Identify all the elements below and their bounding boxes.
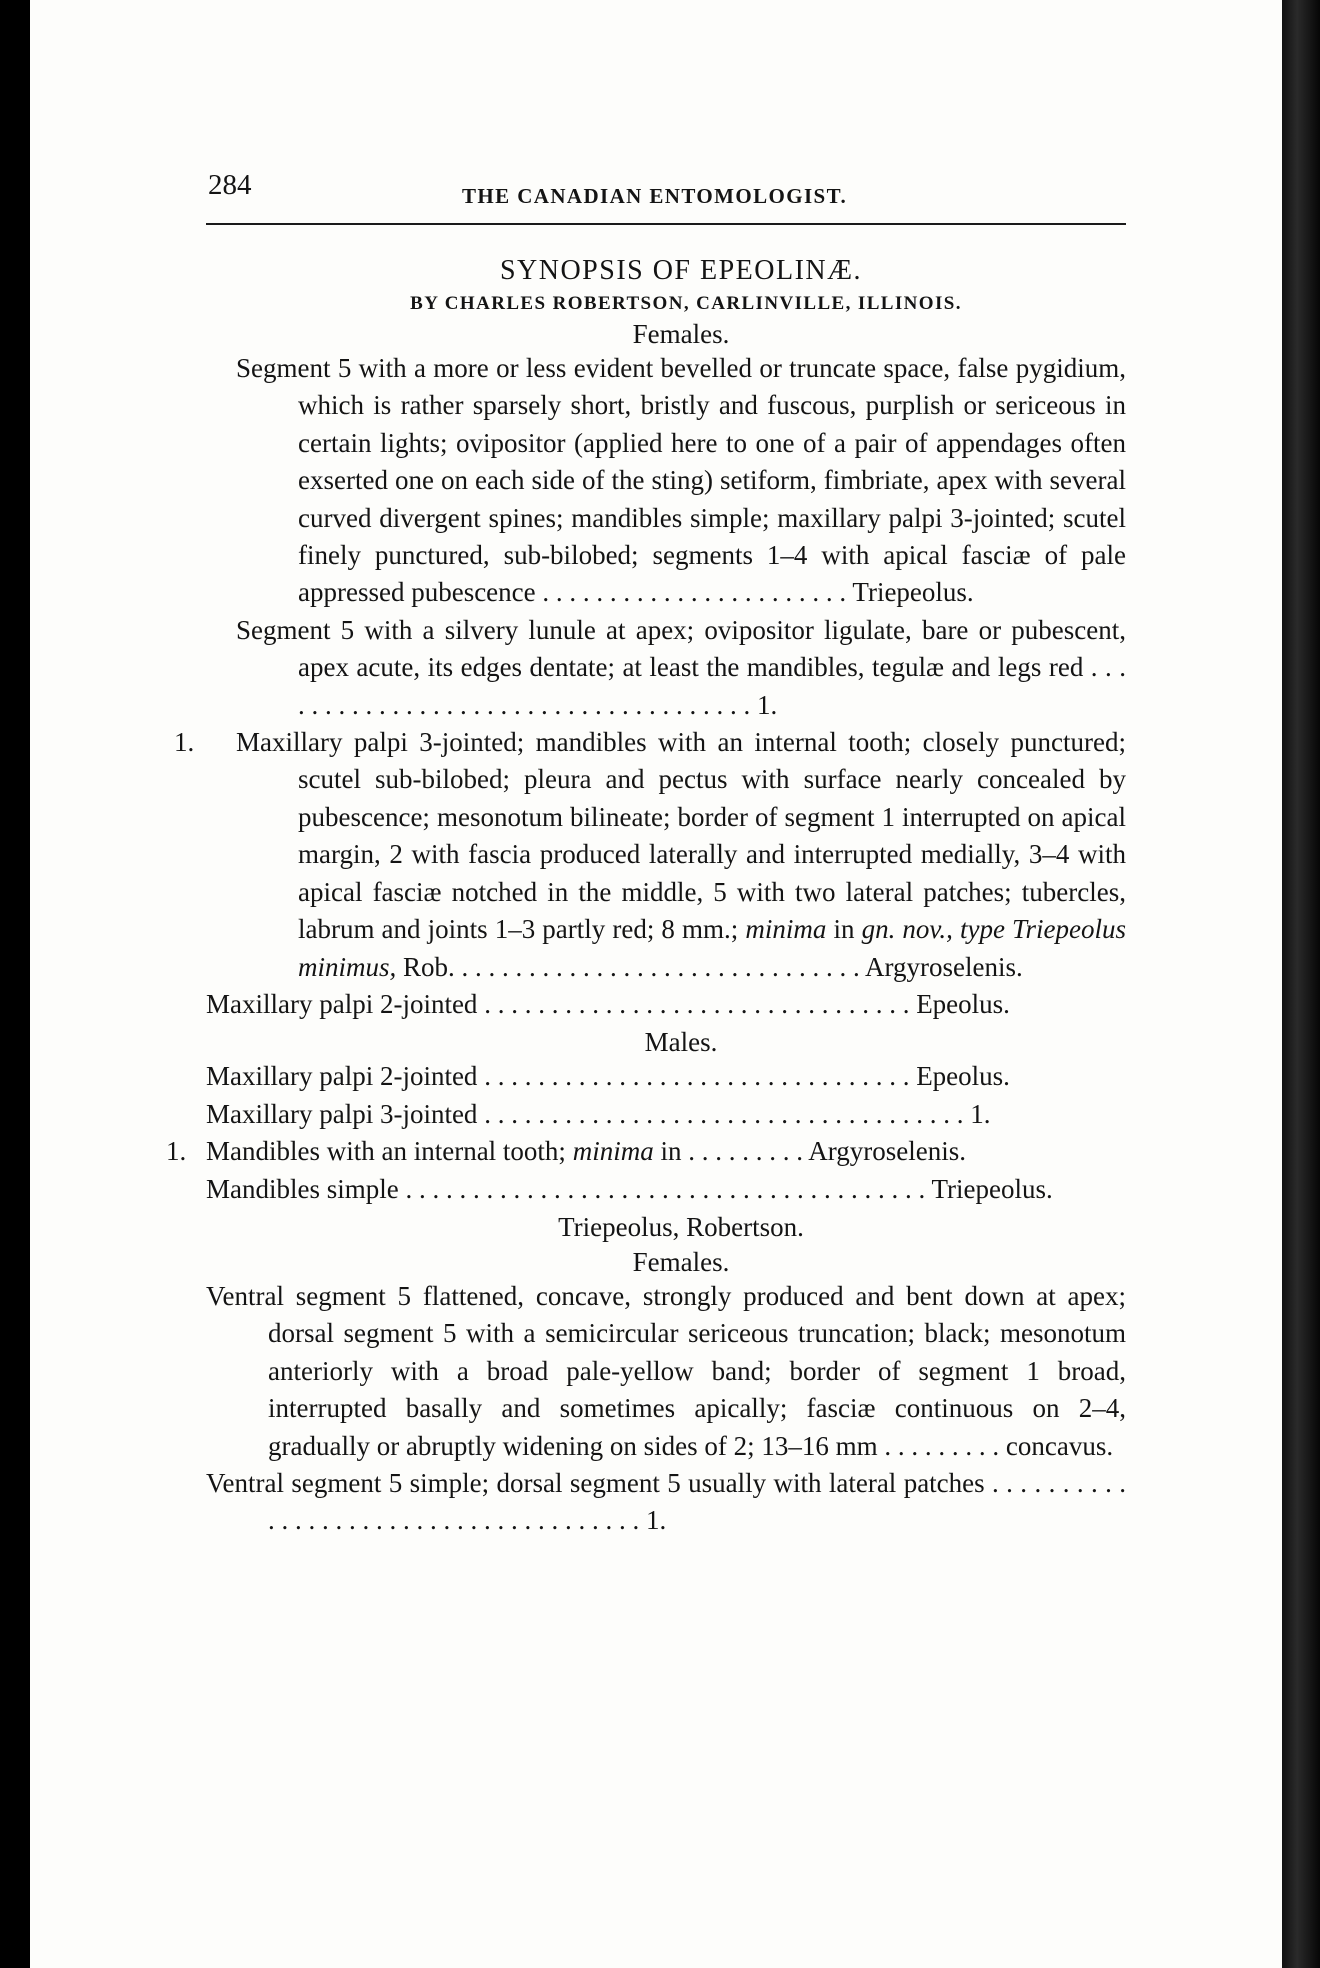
entry-text: Ventral segment 5 flattened, concave, strongly produced and bent down at apex; dorsal segment 5 with a semicircular sericeous truncation; black; mesonotum anteriorly with a broad pale-yellow band; border of segment 1 broad, interrupted basally and sometimes apically; fasciæ continuous on 2–4, gradually or abruptly widening on sides of 2; 13–16 mm <box>206 1280 1126 1461</box>
genus-heading: Triepeolus, Robertson. <box>558 1211 804 1242</box>
key-entry <box>206 1058 1126 1095</box>
key-entry <box>206 1278 1126 1465</box>
entry-italic: minima <box>745 914 827 945</box>
entry-text: Mandibles simple <box>206 1173 399 1204</box>
page-number: 284 <box>208 169 252 201</box>
leader-dots: . . . . . . . . . . . . . . . . . . . . . . . . . . . . . . . . . . . . . . <box>268 1467 1127 1536</box>
females-heading: Females. <box>632 319 730 349</box>
byline: BY CHARLES ROBERTSON, CARLINVILLE, ILLINOIS. <box>410 293 962 314</box>
entry-result: Triepeolus. <box>852 577 974 608</box>
entry-result: Argyroselenis. <box>865 951 1023 982</box>
entry-text: Segment 5 with a more or less evident bevelled or truncate space, false pygidium, which is rather sparsely short, bristly and fuscous, purplish or sericeous in certain lights; ovipositor (applied here to one of a pair of appendages often exserted one on each side of the sting) setiform, fimbriate, apex with several curved divergent spines; mandibles simple; maxillary palpi 3-jointed; scutel finely punctured, sub-bilobed; segments 1–4 with apical fasciæ of pale appressed pubescence <box>236 353 1126 608</box>
key-entry <box>206 1096 1126 1133</box>
entry-text: Ventral segment 5 simple; dorsal segment 5 usually with lateral patches <box>206 1467 985 1498</box>
entry-text: Maxillary palpi 2-jointed <box>206 1061 478 1092</box>
key-entry <box>236 612 1126 724</box>
entry-italic: gn. nov., type Triepeolus minimus, <box>298 914 1127 982</box>
entry-text: Mandibles with an internal tooth; <box>206 1136 566 1167</box>
page-edge-shadow <box>1282 0 1320 1968</box>
leader-dots: . . . . . . . . . . . . . . . . . . . . . . . . . . . . . . . . . . . . . . . <box>398 1173 932 1204</box>
females-heading: Females. <box>632 1246 730 1277</box>
entry-result: 1. <box>757 689 778 720</box>
entry-result: 1. <box>646 1505 667 1536</box>
article-title: SYNOPSIS OF EPEOLINÆ. <box>499 255 863 286</box>
leader-dots: . . . . . . . . . . . . . . . . . . . . . . . . . . . . . . . . . . . . <box>477 1098 971 1129</box>
entry-result: Epeolus. <box>916 1061 1010 1092</box>
males-heading: Males. <box>644 1027 718 1058</box>
entry-text: in <box>833 914 855 945</box>
leader-dots: . . . . . . . . . . . . . . . . . . . . . . . . . . . . . . <box>454 951 866 982</box>
key-entry <box>206 1465 1126 1540</box>
entry-result: concavus. <box>1005 1430 1114 1461</box>
entry-result: Epeolus. <box>916 988 1010 1019</box>
key-entry <box>206 1171 1126 1208</box>
entry-text: in <box>660 1136 682 1167</box>
page-content <box>166 165 1127 1540</box>
leader-dots: . . . . . . . . . . . . . . . . . . . . . . . . . . . . . . . . <box>477 1061 917 1092</box>
running-head <box>206 165 1126 215</box>
key-entry <box>206 986 1126 1023</box>
entry-result: Argyroselenis. <box>808 1136 966 1167</box>
entry-text: Maxillary palpi 2-jointed <box>206 988 478 1019</box>
leader-dots: . . . . . . . . . . . . . . . . . . . . . . . . . . . . . . . . . . . . . <box>298 652 1126 720</box>
key-entry <box>166 1133 1126 1170</box>
entry-italic: minima <box>572 1136 654 1167</box>
leader-dots: . . . . . . . . . <box>877 1430 1006 1461</box>
leader-dots: . . . . . . . . . <box>681 1136 809 1167</box>
entry-number: 1. <box>166 1136 187 1167</box>
key-entry <box>174 724 1127 986</box>
key-entry <box>236 350 1126 612</box>
entry-text: Maxillary palpi 3-jointed; mandibles with an internal tooth; closely punctured; scutel sub-bilobed; pleura and pectus with surface nearly concealed by pubescence; mesonotum bilineate; border of segment 1 interrupted on apical margin, 2 with fascia produced laterally and interrupted medially, 3–4 with apical fasciæ notched in the middle, 5 with two lateral patches; tubercles, labrum and joints 1–3 partly red; 8 mm.; <box>236 727 1126 945</box>
entry-text: Rob. <box>403 951 455 982</box>
journal-title: THE CANADIAN ENTOMOLOGIST. <box>462 184 848 208</box>
leader-dots: . . . . . . . . . . . . . . . . . . . . . . . <box>535 577 853 608</box>
header-rule <box>206 223 1126 225</box>
entry-text: Segment 5 with a silvery lunule at apex; ovipositor ligulate, bare or pubescent, apex acute, its edges dentate; at least the mandibles, tegulæ and legs red <box>236 614 1126 683</box>
entry-result: Triepeolus. <box>931 1173 1053 1204</box>
entry-number: 1. <box>174 727 195 758</box>
leader-dots: . . . . . . . . . . . . . . . . . . . . . . . . . . . . . . . . <box>477 988 917 1019</box>
entry-text: Maxillary palpi 3-jointed <box>206 1098 478 1129</box>
entry-result: 1. <box>970 1098 991 1129</box>
